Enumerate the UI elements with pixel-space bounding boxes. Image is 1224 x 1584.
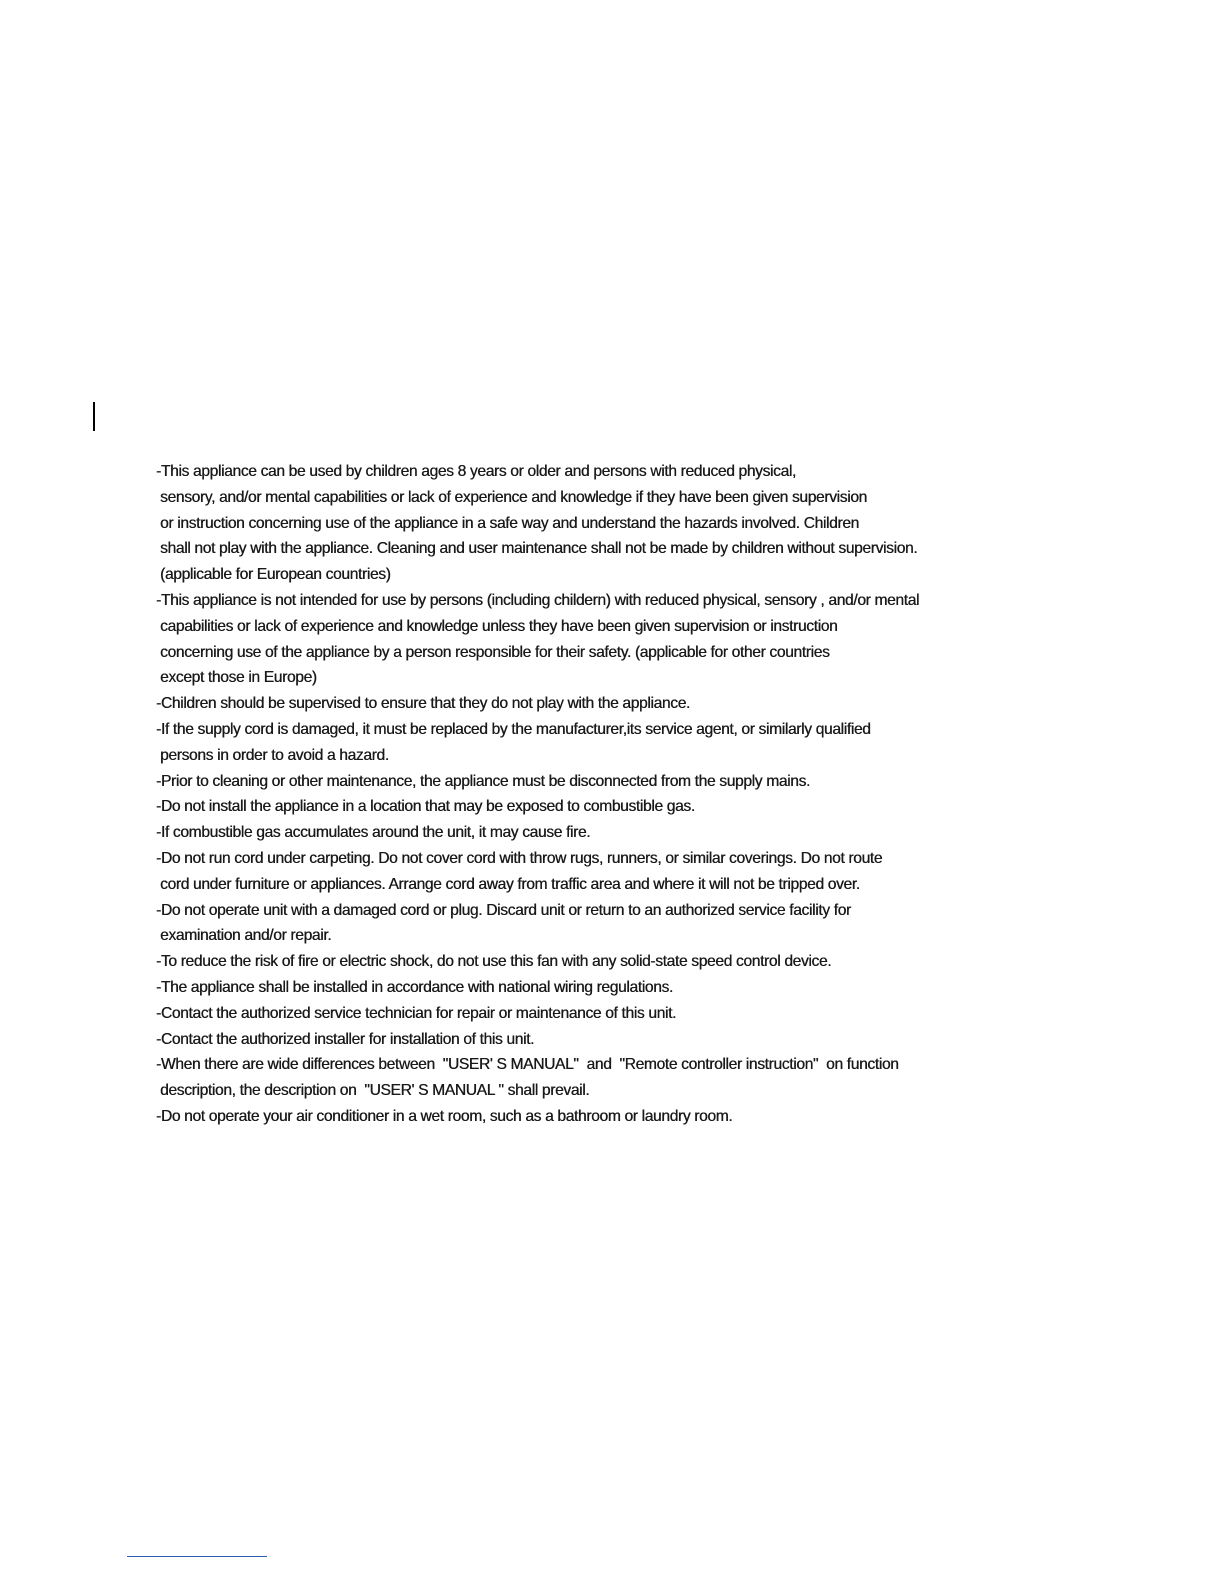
warning-line-17: cord under furniture or appliances. Arrange cord away from traffic area and where it will not be tripped over. [160,875,860,893]
warning-line-26: -Do not operate your air conditioner in a wet room, such as a bathroom or laundry room. [156,1107,733,1125]
warning-line-16: -Do not run cord under carpeting. Do not cover cord with throw rugs, runners, or similar coverings. Do not route [156,849,883,867]
warning-line-2: sensory, and/or mental capabilities or lack of experience and knowledge if they have been given supervision [160,488,867,506]
warning-line-19: examination and/or repair. [160,927,332,945]
warning-line-11: -If the supply cord is damaged, it must be replaced by the manufacturer,its service agent, or similarly qualified [156,720,871,738]
warning-line-15: -If combustible gas accumulates around the unit, it may cause fire. [156,824,591,842]
safety-warning-list [156,459,1036,1130]
warning-line-13: -Prior to cleaning or other maintenance, the appliance must be disconnected from the supply mains. [156,772,810,790]
warning-line-5: (applicable for European countries) [160,566,391,584]
warning-line-21: -The appliance shall be installed in accordance with national wiring regulations. [156,978,673,996]
warning-line-14: -Do not install the appliance in a location that may be exposed to combustible gas. [156,798,695,816]
warning-line-9: except those in Europe) [160,669,317,687]
warning-line-20: -To reduce the risk of fire or electric shock, do not use this fan with any solid-state speed control device. [156,953,832,971]
warning-line-6: -This appliance is not intended for use by persons (including childern) with reduced physical, sensory , and/or mental [156,591,920,609]
footer-rule [127,1556,267,1557]
warning-line-23: -Contact the authorized installer for installation of this unit. [156,1030,535,1048]
warning-line-22: -Contact the authorized service technician for repair or maintenance of this unit. [156,1004,676,1022]
warning-line-18: -Do not operate unit with a damaged cord or plug. Discard unit or return to an authorized service facility for [156,901,851,919]
warning-line-24: -When there are wide differences between "USER' S MANUAL" and "Remote controller instruction" on function [156,1056,899,1074]
warning-line-12: persons in order to avoid a hazard. [160,746,389,764]
warning-line-8: concerning use of the appliance by a person responsible for their safety. (applicable for other countries [160,643,830,661]
warning-line-1: -This appliance can be used by children ages 8 years or older and persons with reduced physical, [156,463,796,480]
warning-line-10: -Children should be supervised to ensure that they do not play with the appliance. [156,695,690,713]
text-cursor-bar [93,402,95,431]
warning-line-4: shall not play with the appliance. Cleaning and user maintenance shall not be made by children without supervision. [160,540,918,558]
warning-line-3: or instruction concerning use of the appliance in a safe way and understand the hazards involved. Children [160,514,859,532]
warning-line-7: capabilities or lack of experience and knowledge unless they have been given supervision or instruction [160,617,838,635]
warning-line-25: description, the description on "USER' S MANUAL " shall prevail. [160,1082,590,1100]
